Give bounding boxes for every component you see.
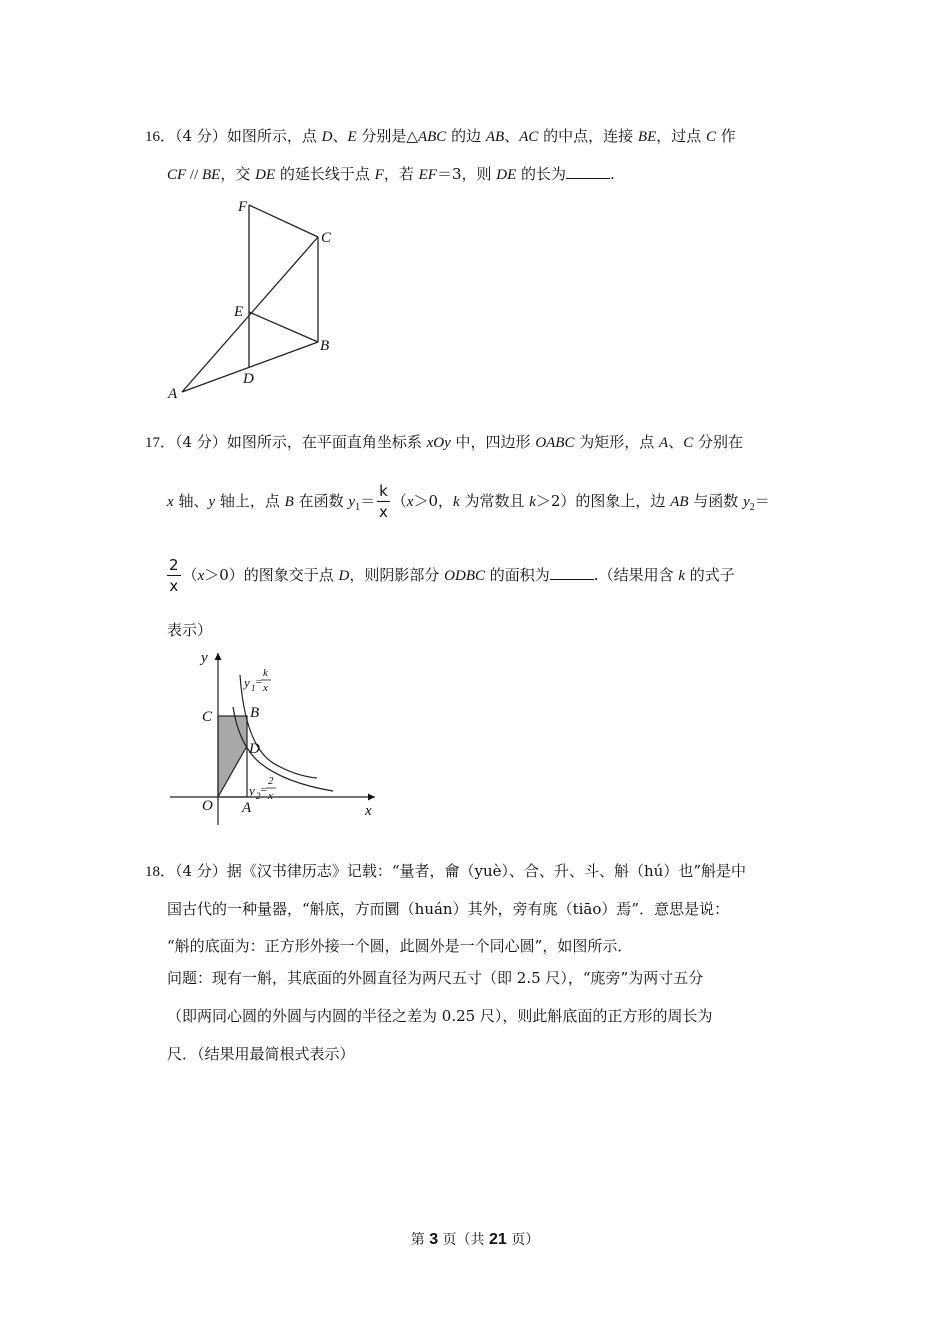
q16-text: . — [610, 165, 615, 183]
q17-figure — [165, 645, 385, 830]
q18-line4 — [167, 967, 703, 988]
q17-var: x — [197, 568, 205, 584]
q17-line4 — [167, 619, 212, 640]
q17-var: D — [338, 568, 350, 584]
segment-CA — [182, 237, 318, 392]
curve-label-y1 — [242, 667, 271, 694]
q17-score: （4 分） — [175, 433, 227, 451]
q16-line2 — [167, 163, 615, 184]
q17-var: OABC — [535, 435, 575, 451]
q17-text: 中，四边形 — [450, 433, 536, 451]
q16-text: // — [186, 167, 203, 183]
q17-var: B — [284, 494, 294, 510]
curve-label-den: x — [263, 682, 268, 694]
q16-text: 的长为 — [516, 165, 567, 183]
fraction-numerator: 2 — [169, 556, 179, 574]
label-A: A — [242, 800, 252, 816]
curve-label-sub: 1 — [251, 683, 256, 693]
q17-var: AB — [670, 494, 689, 510]
segment-FC — [249, 205, 318, 237]
curve-label-sub: 2 — [256, 791, 261, 801]
q16-var: BE — [637, 129, 657, 145]
label-O: O — [202, 798, 213, 814]
q17-var: xOy — [426, 435, 451, 451]
q16-text: 的中点，连接 — [538, 127, 638, 145]
q18-text: 尺．（结果用最简根式表示） — [167, 1045, 355, 1063]
q18-line3 — [167, 935, 632, 956]
q17-var: x — [406, 494, 414, 510]
q17-text: ＝ — [360, 492, 376, 510]
q17-text: ＞0， — [413, 492, 453, 510]
q16-var: DE — [255, 167, 276, 183]
q17-text: 的式子 — [685, 566, 735, 584]
curve-label-y2 — [247, 775, 276, 802]
q17-text: （ — [182, 566, 198, 584]
q18-score: （4 分） — [175, 862, 227, 880]
q17-text: 与函数 — [688, 492, 744, 510]
q17-text: 表示） — [167, 621, 213, 639]
q17-var: ODBC — [444, 568, 486, 584]
q16-text: 、 — [332, 127, 348, 145]
q17-text: （ — [391, 492, 407, 510]
q16-var: AC — [519, 129, 539, 145]
q16-score: （4 分） — [175, 127, 227, 145]
footer-text: 页（共 — [438, 1232, 489, 1248]
label-E: E — [234, 304, 244, 320]
fraction-denominator: x — [378, 503, 388, 521]
q17-text: 如图所示，在平面直角坐标系 — [226, 433, 427, 451]
q17-var: C — [683, 435, 694, 451]
q18-text: 国古代的一种量器，“斛底，方而圜（huán）其外，旁有庣（tiāo）焉”．意思是说： — [167, 900, 730, 918]
q17-text: 为矩形，点 — [574, 433, 660, 451]
q17-text: ＞0）的图象交于点 — [204, 566, 339, 584]
q17-var: k — [529, 494, 536, 510]
q17-line2 — [167, 484, 770, 520]
q17-text: 为常数且 — [459, 492, 530, 510]
shaded-region-ODBC — [218, 716, 247, 797]
q16-text: 的延长线于点 — [275, 165, 375, 183]
q16-var: ABC — [417, 129, 447, 145]
q17-text: 的面积为 — [485, 566, 550, 584]
label-B: B — [320, 338, 330, 354]
q16-text: 、 — [504, 127, 520, 145]
q17-text: 轴、 — [173, 492, 209, 510]
total-pages: 21 — [489, 1231, 507, 1248]
fraction-denominator: x — [169, 577, 179, 595]
q17-line1 — [145, 431, 743, 452]
q18-text: 问题：现有一斛，其底面的外圆直径为两尺五寸（即 2.5 尺），“庣旁”为两寸五分 — [167, 969, 704, 987]
label-A: A — [168, 386, 178, 402]
q16-var: E — [347, 129, 357, 145]
q16-figure — [160, 195, 350, 405]
q17-var: A — [659, 435, 669, 451]
fraction-2-over-x — [167, 558, 181, 594]
label-y: y — [201, 650, 208, 666]
q16-text: 作 — [716, 127, 736, 145]
q18-line1 — [145, 860, 746, 881]
label-D: D — [249, 741, 260, 757]
curve-label-num: k — [263, 667, 268, 679]
footer-text: 页） — [506, 1232, 540, 1248]
q16-var: BE — [202, 167, 221, 183]
q17-text: 在函数 — [293, 492, 349, 510]
q17-number: 17． — [145, 435, 176, 451]
q16-text: ，过点 — [656, 127, 707, 145]
q17-subscript: 1 — [355, 502, 361, 513]
q16-text: ＝3，则 — [436, 165, 497, 183]
q17-text: 、 — [668, 433, 684, 451]
q18-line2 — [167, 898, 729, 919]
q17-var: y — [743, 494, 750, 510]
q16-line1 — [145, 125, 736, 146]
q17-var: k — [453, 494, 460, 510]
q17-text: 轴上，点 — [215, 492, 285, 510]
curve-label-var: y — [249, 783, 255, 798]
q18-line6 — [167, 1043, 355, 1064]
footer-text: 第 — [410, 1232, 430, 1248]
q16-var: CF — [167, 167, 187, 183]
answer-blank — [550, 565, 594, 580]
curve-label-den: x — [268, 790, 273, 802]
q18-text: “斛的底面为：正方形外接一个圆，此圆外是一个同心圆”，如图所示． — [167, 937, 633, 955]
q16-text: 分别是△ — [356, 127, 418, 145]
q17-var: k — [678, 568, 686, 584]
q17-text: 分别在 — [693, 433, 744, 451]
q16-text: 的边 — [446, 127, 486, 145]
label-C: C — [202, 709, 213, 725]
page-footer — [0, 1229, 950, 1249]
curve-label-eq: = — [255, 676, 263, 688]
curve-label-eq: = — [260, 784, 268, 796]
q18-text: （即两同心圆的外圆与内圆的半径之差为 0.25 尺），则此斛底面的正方形的周长为 — [167, 1007, 713, 1025]
segment-EB — [249, 312, 318, 342]
fraction-k-over-x — [377, 484, 390, 520]
fraction-numerator: k — [379, 482, 388, 500]
label-B: B — [250, 705, 260, 721]
curve-y2 — [233, 707, 333, 791]
label-C: C — [321, 230, 332, 246]
q17-subscript: 2 — [749, 502, 755, 513]
q17-text: ，则阴影部分 — [349, 566, 445, 584]
q17-text: .（结果用含 — [593, 566, 679, 584]
answer-blank — [566, 164, 610, 179]
q16-text: ，若 — [383, 165, 419, 183]
q18-text: 据《汉书律历志》记载：“量者，龠（yuè）、合、升、斗、斛（hú）也”斛是中 — [226, 862, 747, 880]
q17-line3 — [165, 558, 735, 594]
curve-label-num: 2 — [268, 775, 274, 787]
q16-text: 如图所示，点 — [226, 127, 322, 145]
q17-text: ＝ — [754, 492, 770, 510]
q16-var: C — [706, 129, 717, 145]
q18-number: 18． — [145, 864, 176, 880]
q16-text: ，交 — [220, 165, 256, 183]
page-number: 3 — [429, 1231, 439, 1248]
label-D: D — [243, 371, 254, 387]
label-F: F — [238, 199, 248, 215]
curve-label-var: y — [244, 675, 250, 690]
q18-line5 — [167, 1005, 712, 1026]
label-x: x — [365, 803, 372, 819]
q17-var: y — [348, 494, 356, 510]
q16-var: F — [374, 167, 384, 183]
q16-var: DE — [496, 167, 517, 183]
q17-var: x — [167, 494, 174, 510]
q16-var: EF — [418, 167, 437, 183]
q16-number: 16． — [145, 129, 176, 145]
q17-text: ＞2）的图象上，边 — [535, 492, 671, 510]
q17-var: y — [208, 494, 216, 510]
q16-var: D — [321, 129, 333, 145]
q16-var: AB — [485, 129, 505, 145]
